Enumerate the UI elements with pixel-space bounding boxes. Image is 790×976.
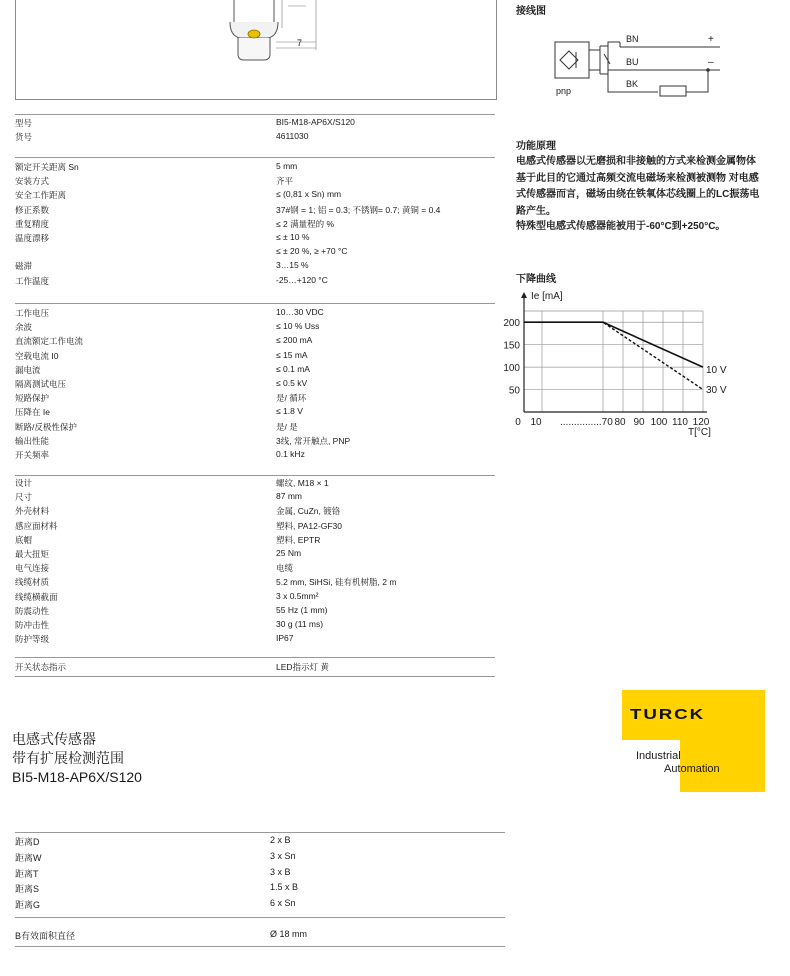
wire-bu-label: BU — [626, 57, 639, 67]
spec-row — [15, 131, 495, 145]
row-value: 6 x Sn — [270, 898, 296, 909]
spec-row — [15, 161, 495, 175]
row-key: 距离D — [15, 837, 40, 847]
spec-row — [15, 275, 495, 289]
brand-wordmark: TURCK — [630, 706, 705, 723]
product-subtitle: 带有扩展检测范围 — [12, 750, 124, 766]
spec-value: 是/ 循环 — [276, 393, 307, 404]
spec-key: 工作温度 — [15, 275, 50, 286]
row-value: 3 x B — [270, 866, 291, 877]
spec-value: ≤ 0.1 mA — [276, 363, 310, 374]
row-key: 距离T — [15, 868, 39, 879]
spec-row — [15, 321, 495, 335]
spec-key: 尺寸 — [15, 492, 33, 503]
spec-row — [15, 421, 495, 435]
y-tick-label: 200 — [503, 318, 520, 330]
x-tick-label: 0 — [515, 417, 521, 428]
brand-tagline-2: Automation — [664, 763, 720, 775]
spec-value: 塑料, EPTR — [276, 534, 321, 545]
table-row — [15, 835, 505, 851]
spec-value: 螺纹, M18 × 1 — [276, 478, 329, 488]
x-tick-label: ...............70 — [560, 417, 613, 428]
product-title — [12, 730, 142, 787]
derating-chart-svg — [498, 285, 738, 445]
spec-value: 25 Nm — [276, 548, 302, 558]
table-divider — [15, 114, 495, 115]
y-axis-arrow — [521, 292, 527, 298]
x-tick-label: 10 — [530, 417, 542, 428]
spec-value: 齐平 — [276, 176, 294, 187]
sensor-dimension-drawing — [16, 0, 496, 99]
spec-value: ≤ 1.8 V — [276, 406, 303, 417]
product-category: 电感式传感器 — [12, 731, 96, 747]
spec-row — [15, 406, 495, 420]
spec-row — [15, 505, 495, 519]
spec-key: 开关状态指示 — [15, 662, 67, 672]
table-divider — [15, 676, 495, 677]
spec-value: 金属, CuZn, 镀铬 — [276, 506, 341, 517]
spec-key: 修正系数 — [15, 204, 50, 215]
spec-key: 断路/反极性保护 — [15, 421, 77, 432]
spec-value: 5.2 mm, SiHSi, 硅有机树脂, 2 m — [276, 577, 397, 588]
plus-terminal-label: + — [708, 34, 714, 45]
spec-key: 外壳材料 — [15, 506, 50, 517]
spec-value: 55 Hz (1 mm) — [276, 604, 328, 615]
spec-value: 3 x 0.5mm² — [276, 590, 319, 601]
spec-key: 电气连接 — [15, 563, 50, 574]
row-key: 距离G — [15, 900, 41, 911]
principle-text: 电感式传感器以无磨损和非接触的方式来检测金属物体 基于此目的它通过高频交流电磁场来检测被测物 对电感式传感器而言，磁场由绕在铁氧体芯线圈上的LC振荡电路产生。 — [516, 156, 760, 217]
y-tick-label: 150 — [503, 340, 520, 352]
spec-row — [15, 619, 495, 633]
x-tick-label: 110 — [672, 417, 688, 428]
spec-key: 余波 — [15, 322, 33, 333]
spec-value: 87 mm — [276, 491, 302, 502]
spec-key: 直流额定工作电流 — [15, 336, 84, 347]
row-key: 距离S — [15, 884, 40, 895]
spec-key: 型号 — [15, 118, 33, 128]
dimension-drawing-panel — [15, 0, 497, 100]
spec-row — [15, 218, 495, 232]
spec-row — [15, 364, 495, 378]
derating-chart — [498, 285, 738, 445]
table-row — [15, 929, 505, 945]
spec-key: 工作电压 — [15, 308, 50, 318]
row-value: 1.5 x B — [270, 882, 299, 893]
spec-row — [15, 335, 495, 349]
spec-row — [15, 392, 495, 406]
spec-key: 隔离测试电压 — [15, 379, 67, 389]
dimension-label: 7 — [297, 38, 303, 48]
y-tick-label: 100 — [503, 363, 520, 375]
spec-value: 4611030 — [276, 131, 309, 142]
spec-key: 设计 — [15, 478, 33, 488]
table-row — [15, 851, 505, 867]
spec-key: 空载电流 I0 — [15, 350, 59, 361]
spec-key: 货号 — [15, 132, 33, 143]
spec-value: 是/ 是 — [276, 421, 298, 432]
spec-value: ≤ 2 满量程的 % — [276, 218, 335, 229]
spec-value: IP67 — [276, 633, 294, 644]
spec-row — [15, 534, 495, 548]
spec-row — [15, 117, 495, 131]
table-row — [15, 867, 505, 883]
spec-row — [15, 491, 495, 505]
turck-logo — [622, 690, 765, 792]
spec-key: 温度漂移 — [15, 233, 50, 243]
spec-row — [15, 204, 495, 218]
x-tick-label: 120 — [692, 417, 710, 428]
x-tick-label: 100 — [650, 417, 668, 428]
spec-row — [15, 350, 495, 364]
spec-value: ≤ 200 mA — [276, 335, 313, 346]
row-value: 2 x B — [270, 835, 291, 845]
product-model: BI5-M18-AP6X/S120 — [12, 769, 142, 785]
spec-value: 37#钢 = 1; 铝 = 0.3; 不锈钢= 0.7; 黄铜 = 0.4 — [276, 204, 441, 215]
spec-key: 压降在 Ie — [15, 407, 50, 418]
row-value: Ø 18 mm — [270, 929, 308, 939]
spec-key: 感应面材料 — [15, 520, 58, 531]
y-tick-label: 50 — [508, 385, 520, 397]
chart-y-label: Ie [mA] — [531, 291, 563, 302]
table-divider — [15, 657, 495, 658]
table-row — [15, 898, 505, 914]
wiring-diagram — [550, 30, 775, 105]
spec-row — [15, 378, 495, 392]
wiring-title: 接线图 — [516, 6, 546, 17]
spec-row — [15, 307, 495, 321]
spec-key: 磁滞 — [15, 261, 33, 272]
spec-row — [15, 435, 495, 449]
spec-row — [15, 591, 495, 605]
spec-key: 线缆材质 — [15, 577, 50, 588]
spec-value: 塑料, PA12-GF30 — [276, 520, 342, 531]
x-tick-label: 80 — [614, 417, 626, 428]
spec-value: ≤ 15 mA — [276, 349, 308, 360]
spec-row — [15, 246, 495, 260]
spec-value: 3线, 常开触点, PNP — [276, 435, 351, 446]
spec-row — [15, 260, 495, 274]
spec-row — [15, 605, 495, 619]
minus-terminal-label: – — [708, 57, 714, 68]
spec-row — [15, 562, 495, 576]
table-divider — [15, 832, 505, 833]
spec-key: 输出性能 — [15, 435, 50, 446]
table-divider — [15, 303, 495, 304]
spec-row — [15, 520, 495, 534]
spec-row — [15, 661, 495, 675]
spec-value: ≤ 10 % Uss — [276, 321, 320, 332]
derating-title: 下降曲线 — [516, 274, 556, 285]
chart-x-label: T[°C] — [688, 427, 711, 438]
series-label-30v: 30 V — [706, 385, 727, 396]
spec-row — [15, 477, 495, 491]
spec-value: ≤ ± 10 % — [276, 232, 310, 242]
spec-row — [15, 449, 495, 463]
spec-value: 30 g (11 ms) — [276, 619, 324, 629]
row-key: 距离W — [15, 852, 42, 863]
spec-key: 重复精度 — [15, 218, 50, 229]
spec-key: 线缆横截面 — [15, 591, 58, 602]
table-row — [15, 882, 505, 898]
spec-key: 防冲击性 — [15, 620, 50, 630]
spec-value: 10…30 VDC — [276, 307, 324, 317]
spec-value: LED指示灯 黄 — [276, 662, 329, 672]
spec-value: 3…15 % — [276, 260, 309, 271]
spec-row — [15, 175, 495, 189]
x-tick-label: 90 — [633, 417, 645, 428]
spec-key: 防护等级 — [15, 634, 50, 645]
brand-tagline-1: Industrial — [636, 750, 681, 762]
wire-bn-label: BN — [626, 34, 639, 44]
row-value: 3 x Sn — [270, 850, 296, 861]
spec-key: 最大扭矩 — [15, 549, 50, 559]
spec-key: 漏电流 — [15, 364, 41, 375]
series-label-10v: 10 V — [706, 365, 727, 376]
spec-row — [15, 232, 495, 246]
spec-key: 额定开关距离 Sn — [15, 162, 79, 172]
output-type-label: pnp — [556, 86, 572, 96]
spec-value: ≤ (0,81 x Sn) mm — [276, 189, 342, 200]
principle-note: 特殊型电感式传感器能被用于-60°C到+250°C。 — [516, 221, 726, 232]
wire-bk-label: BK — [626, 79, 639, 89]
spec-row — [15, 633, 495, 647]
spec-value: BI5-M18-AP6X/S120 — [276, 117, 355, 127]
table-divider — [15, 157, 495, 158]
spec-value: -25…+120 °C — [276, 274, 328, 285]
spec-key: 防震动性 — [15, 605, 50, 616]
spec-row — [15, 189, 495, 203]
principle-title: 功能原理 — [516, 141, 556, 152]
spec-key: 安全工作距离 — [15, 190, 67, 201]
spec-key: 底帽 — [15, 534, 33, 545]
spec-value: 5 mm — [276, 161, 298, 171]
spec-row — [15, 548, 495, 562]
spec-value: 0.1 kHz — [276, 449, 305, 459]
spec-value: 电缆 — [276, 563, 294, 574]
spec-key: 开关频率 — [15, 450, 50, 460]
table-divider — [15, 475, 495, 476]
row-key: B有效面积直径 — [15, 931, 76, 941]
spec-key: 安装方式 — [15, 176, 50, 187]
table-divider — [15, 946, 505, 947]
spec-row — [15, 576, 495, 590]
spec-value: ≤ ± 20 %, ≥ +70 °C — [276, 246, 348, 257]
spec-value: ≤ 0.5 kV — [276, 378, 308, 388]
table-divider — [15, 917, 505, 918]
spec-key: 短路保护 — [15, 393, 50, 404]
